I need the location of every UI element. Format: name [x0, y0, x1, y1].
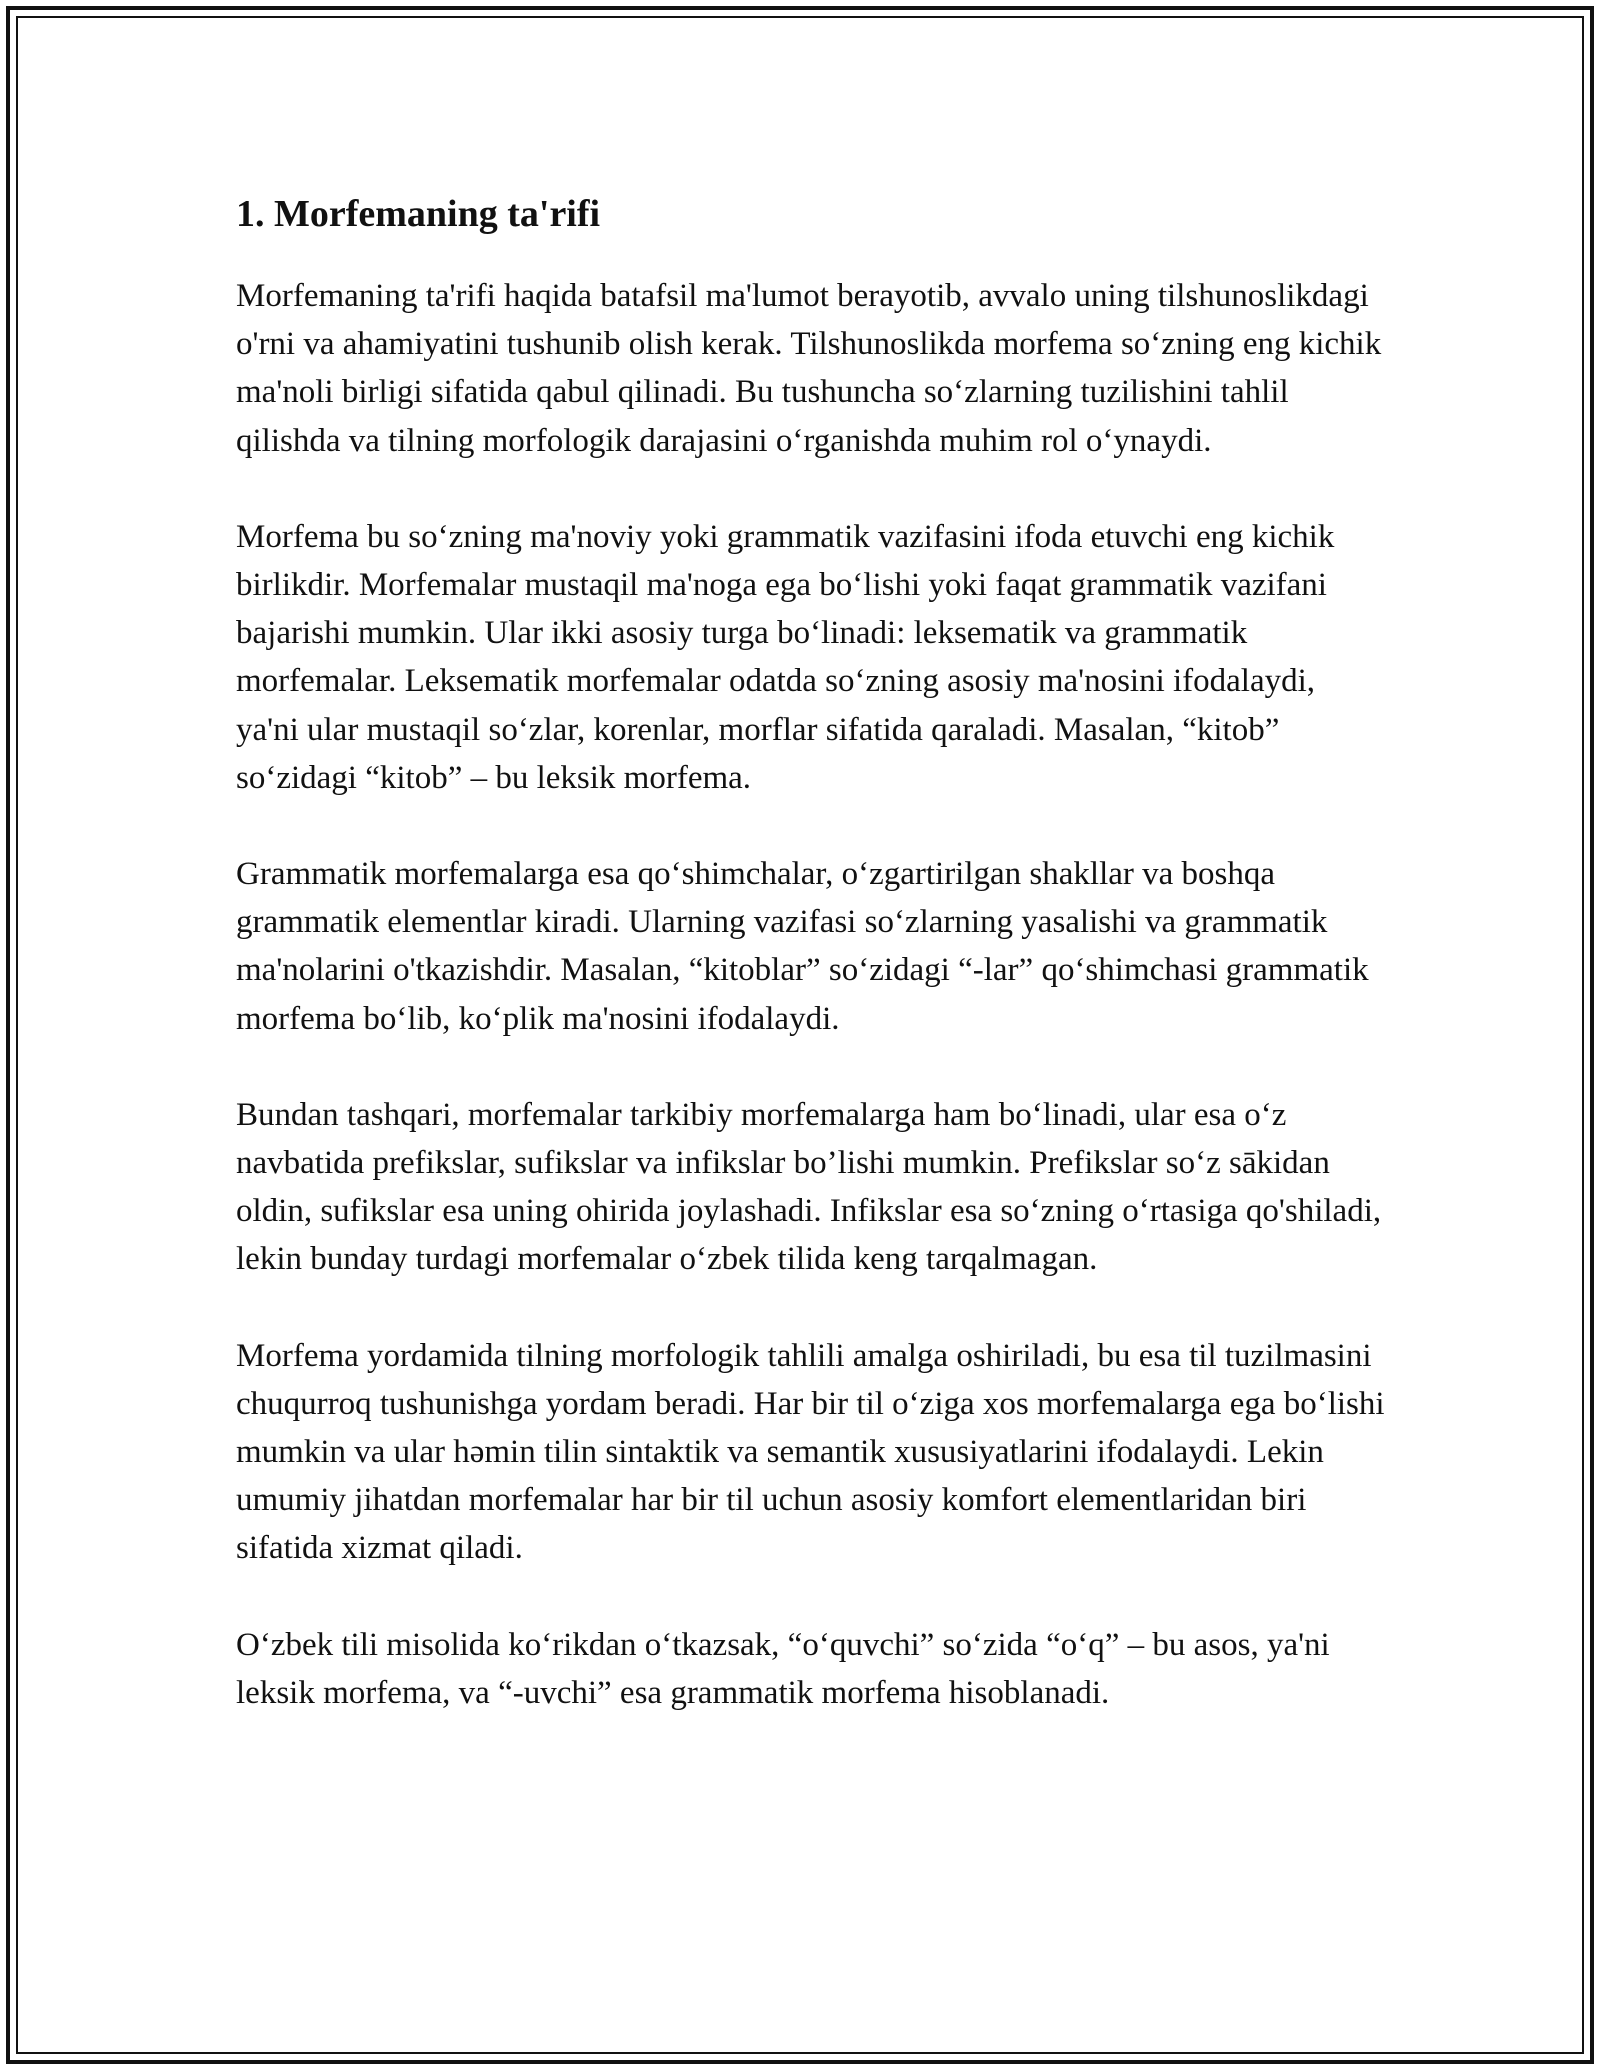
- paragraph-1: Morfemaning ta'rifi haqida batafsil ma'lumot berayotib, avvalo uning tilshunoslikdagi o'rni va ahamiyatini tushunib olish kerak. Tilshunoslikda morfema so‘zning eng kichik ma'noli birligi sifatida qabul qilinadi. Bu tushuncha so‘zlarning tuzilishini tahlil qilishda va tilning morfologik darajasini o‘rganishda muhim rol o‘ynaydi.: [236, 278, 1382, 459]
- document-body: [236, 186, 1386, 1717]
- section-heading: 1. Morfemaning ta'rifi: [236, 193, 601, 235]
- paragraph-5: Morfema yordamida tilning morfologik tahlili amalga oshiriladi, bu esa til tuzilmasini chuqurroq tushunishga yordam beradi. Har bir til o‘ziga xos morfemalarga ega bo‘lishi mumkin va ular həmin tilin sintaktik va semantik xususiyatlarini ifodalaydi. Lekin umumiy jihatdan morfemalar har bir til uchun asosiy komfort elementlaridan biri sifatida xizmat qiladi.: [236, 1337, 1385, 1567]
- paragraph-2: Morfema bu so‘zning ma'noviy yoki grammatik vazifasini ifoda etuvchi eng kichik birlikdir. Morfemalar mustaqil ma'noga ega bo‘lishi yoki faqat grammatik vazifani bajarishi mumkin. Ular ikki asosiy turga bo‘linadi: leksematik va grammatik morfemalar. Leksematik morfemalar odatda so‘zning asosiy ma'nosini ifodalaydi, ya'ni ular mustaqil so‘zlar, korenlar, morflar sifatida qaraladi. Masalan, “kitob” so‘zidagi “kitob” – bu leksik morfema.: [236, 518, 1335, 796]
- paragraph-6: O‘zbek tili misolida ko‘rikdan o‘tkazsak, “o‘quvchi” so‘zida “o‘q” – bu asos, ya'ni leksik morfema, va “-uvchi” esa grammatik morfema hisoblanadi.: [236, 1626, 1330, 1711]
- paragraph-3: Grammatik morfemalarga esa qo‘shimchalar, o‘zgartirilgan shakllar va boshqa grammatik elementlar kiradi. Ularning vazifasi so‘zlarning yasalishi va grammatik ma'nolarini o'tkazishdir. Masalan, “kitoblar” so‘zidagi “-lar” qo‘shimchasi grammatik morfema bo‘lib, ko‘plik ma'nosini ifodalaydi.: [236, 856, 1369, 1037]
- paragraph-4: Bundan tashqari, morfemalar tarkibiy morfemalarga ham bo‘linadi, ular esa o‘z navbatida prefikslar, sufikslar va infikslar bo’lishi mumkin. Prefikslar so‘z sākidan oldin, sufikslar esa uning ohirida joylashadi. Infikslar esa so‘zning o‘rtasiga qo'shiladi, lekin bunday turdagi morfemalar o‘zbek tilida keng tarqalmagan.: [236, 1096, 1382, 1278]
